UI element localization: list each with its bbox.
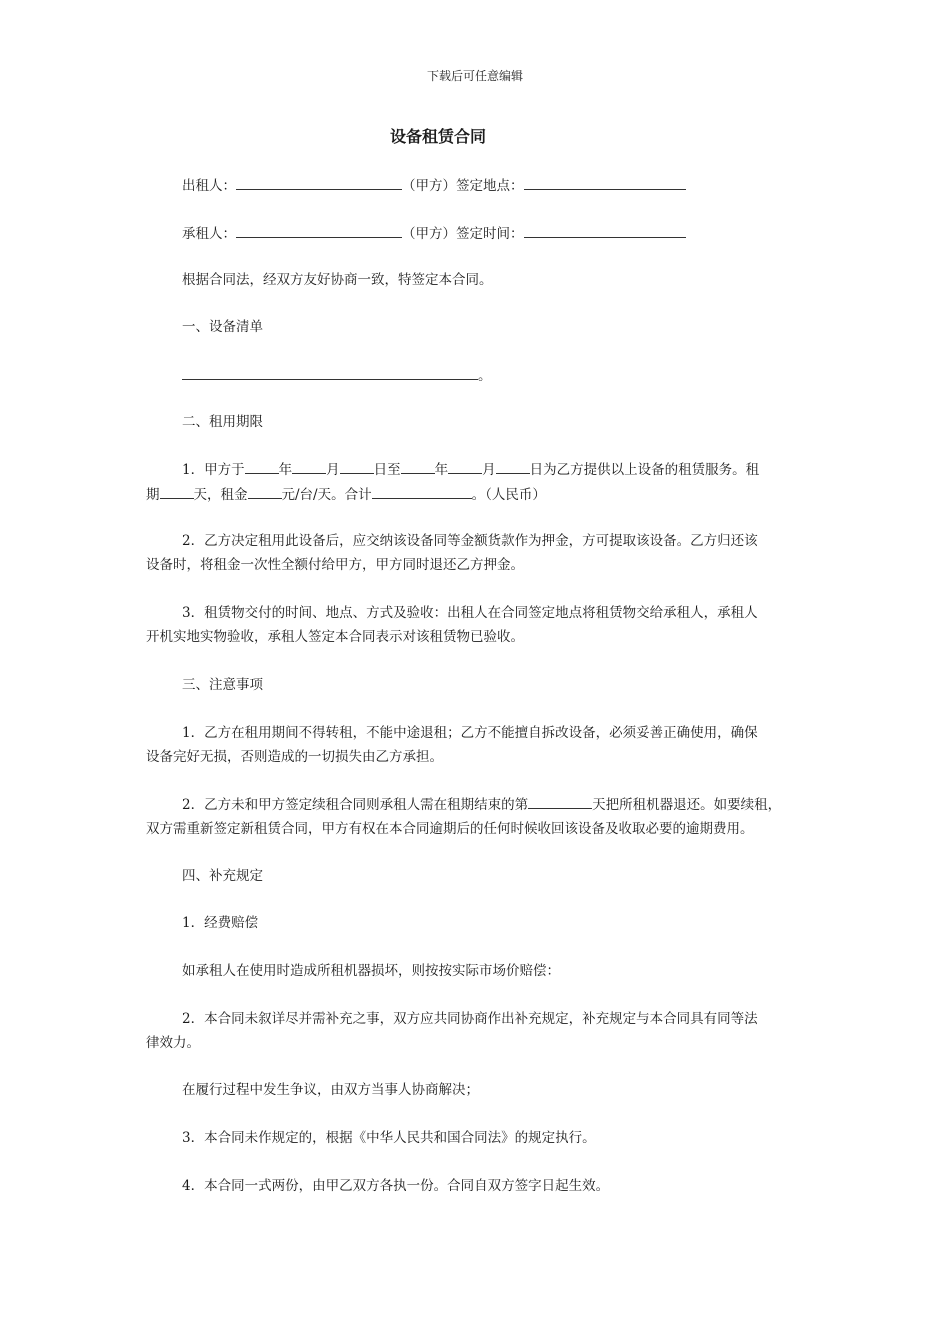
deposit-paragraph-line-1: 2．乙方决定租用此设备后，应交纳该设备同等金额货款作为押金，方可提取该设备。乙方归还该 — [182, 533, 758, 549]
lessee-suffix: （甲方）签定时间： — [402, 226, 524, 242]
lessee-line — [182, 224, 686, 243]
period-label: 期 — [146, 487, 160, 503]
supplement-line-2: 律效力。 — [146, 1035, 200, 1051]
compensation-heading: 1．经费赔偿 — [182, 915, 259, 931]
total-blank[interactable] — [372, 485, 472, 499]
dispute-text: 在履行过程中发生争议，由双方当事人协商解决； — [182, 1082, 479, 1098]
lessee-name-blank[interactable] — [236, 224, 402, 238]
rent-label: 天，租金 — [193, 487, 248, 503]
supplement-line-1: 2．本合同未叙详尽并需补充之事，双方应共同协商作出补充规定，补充规定与本合同具有同等法 — [182, 1011, 758, 1027]
contract-title: 设备租赁合同 — [389, 127, 486, 146]
return-day-blank[interactable] — [528, 795, 592, 809]
signing-place-blank[interactable] — [524, 176, 686, 190]
end-day-blank[interactable] — [496, 460, 530, 474]
equipment-list-line — [182, 366, 492, 385]
lease-period-line-1 — [182, 460, 759, 479]
total-label: 元/台/天。合计 — [281, 487, 372, 503]
lessor-label: 出租人： — [182, 178, 236, 194]
lease-period-start-text: 1．甲方于 — [182, 462, 245, 478]
equipment-list-blank[interactable] — [182, 366, 478, 380]
start-month-blank[interactable] — [292, 460, 326, 474]
days-blank[interactable] — [160, 485, 194, 499]
section-4-heading: 四、补充规定 — [182, 868, 263, 884]
day-to-label: 日至 — [373, 462, 401, 478]
notice-1-line-1: 1．乙方在租用期间不得转租，不能中途退租；乙方不能擅自拆改设备，必须妥善正确使用，确保 — [182, 725, 758, 741]
rent-blank[interactable] — [248, 485, 282, 499]
year-label: 年 — [434, 462, 449, 478]
lessor-name-blank[interactable] — [236, 176, 402, 190]
signing-time-blank[interactable] — [524, 224, 686, 238]
header-note: 下载后可任意编辑 — [426, 69, 523, 83]
currency-label: 。（人民币） — [471, 487, 546, 503]
lease-period-line-2 — [146, 485, 546, 504]
start-day-blank[interactable] — [340, 460, 374, 474]
deposit-paragraph-line-2: 设备时，将租金一次性全额付给甲方，甲方同时退还乙方押金。 — [146, 557, 524, 573]
delivery-paragraph-line-2: 开机实地实物验收，承租人签定本合同表示对该租赁物已验收。 — [146, 629, 524, 645]
notice-1-line-2: 设备完好无损，否则造成的一切损失由乙方承担。 — [146, 749, 443, 765]
lessee-label: 承租人： — [182, 226, 236, 242]
lease-period-tail: 日为乙方提供以上设备的租赁服务。租 — [529, 462, 760, 478]
end-year-blank[interactable] — [401, 460, 435, 474]
year-label: 年 — [278, 462, 293, 478]
law-clause: 3．本合同未作规定的，根据《中华人民共和国合同法》的规定执行。 — [182, 1130, 596, 1146]
intro-paragraph: 根据合同法，经双方友好协商一致，特签定本合同。 — [182, 272, 493, 288]
equipment-list-end: 。 — [478, 368, 492, 384]
notice-2-line-1 — [182, 795, 781, 814]
renewal-tail: 天把所租机器退还。如要续租， — [592, 797, 782, 813]
notice-2-line-2: 双方需重新签定新租赁合同，甲方有权在本合同逾期后的任何时候收回该设备及收取必要的逾期费用。 — [146, 821, 754, 837]
start-year-blank[interactable] — [245, 460, 279, 474]
delivery-paragraph-line-1: 3．租赁物交付的时间、地点、方式及验收：出租人在合同签定地点将租赁物交给承租人，承租人 — [182, 605, 758, 621]
lessor-line — [182, 176, 686, 195]
month-label: 月 — [482, 462, 496, 478]
copies-clause: 4．本合同一式两份，由甲乙双方各执一份。合同自双方签字日起生效。 — [182, 1178, 610, 1194]
section-2-heading: 二、租用期限 — [182, 414, 263, 430]
section-1-heading: 一、设备清单 — [182, 319, 263, 335]
lessor-suffix: （甲方）签定地点： — [402, 178, 524, 194]
month-label: 月 — [326, 462, 340, 478]
section-3-heading: 三、注意事项 — [182, 677, 263, 693]
compensation-text: 如承租人在使用时造成所租机器损坏，则按按实际市场价赔偿： — [182, 963, 560, 979]
renewal-text: 2．乙方未和甲方签定续租合同则承租人需在租期结束的第 — [182, 797, 529, 813]
end-month-blank[interactable] — [448, 460, 482, 474]
